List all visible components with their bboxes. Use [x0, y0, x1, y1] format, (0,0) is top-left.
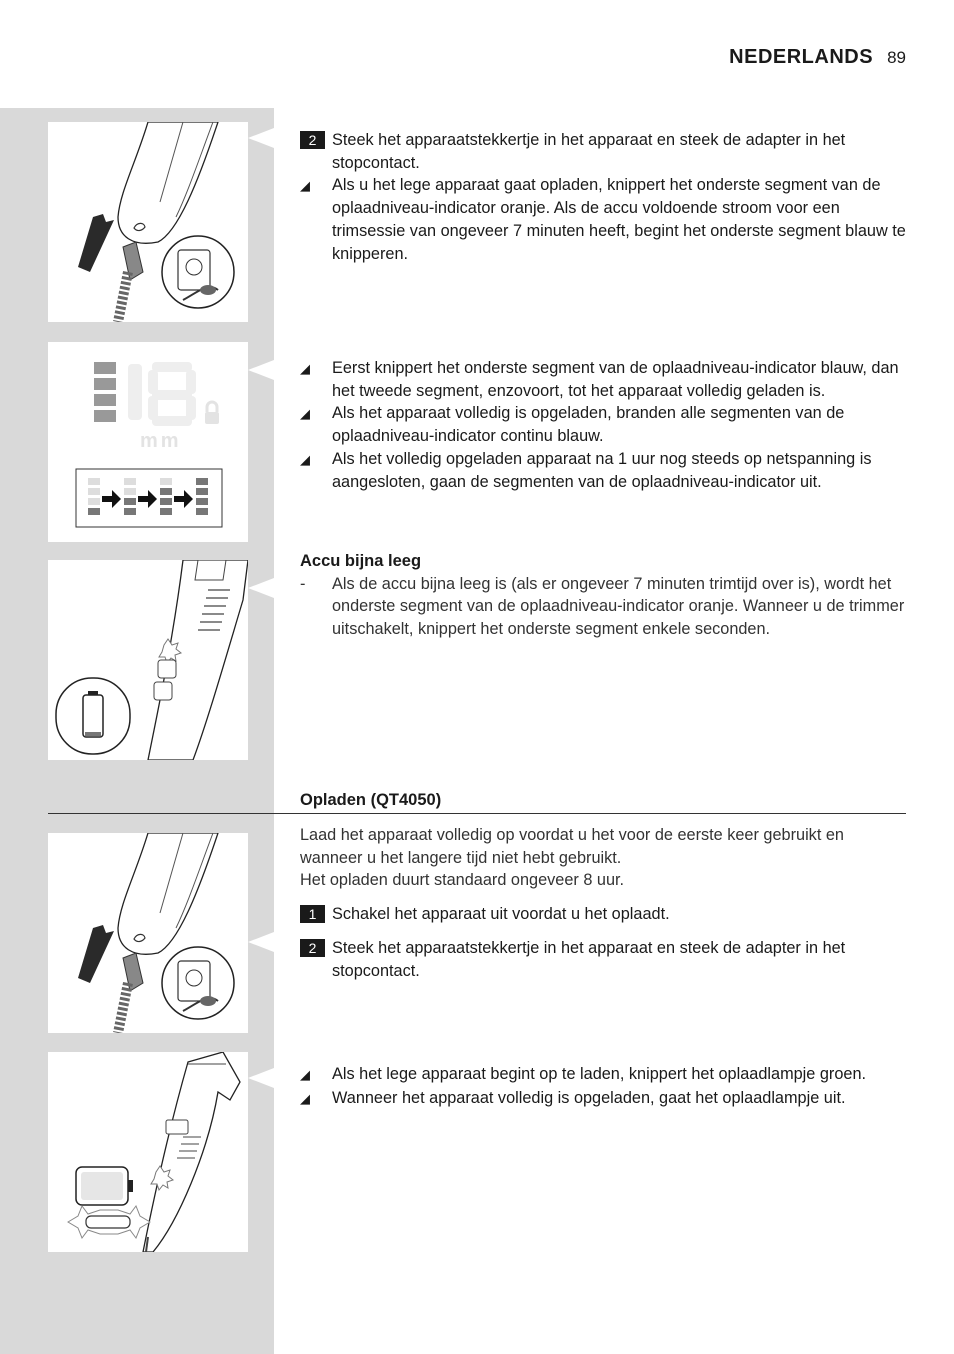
illustration-charge-display — [48, 342, 248, 542]
step-item — [300, 937, 906, 982]
illustration-pointer — [248, 578, 274, 598]
section-charging-steps — [300, 129, 906, 265]
list-item — [300, 402, 906, 447]
illustration-pointer — [248, 932, 274, 952]
list-item — [300, 573, 906, 641]
dash-icon: - — [300, 574, 306, 593]
list-item-text: Eerst knippert het onderste segment van de oplaadniveau-indicator blauw, dan het tweede segment, enzovoort, tot het apparaat volledig geladen is. — [332, 359, 899, 400]
step-number: 2 — [300, 939, 325, 957]
bullet-icon: ◢ — [300, 361, 310, 376]
illustration-charging-light — [48, 1052, 248, 1252]
section-charging-light — [300, 1063, 906, 1110]
charging-time-paragraph: Het opladen duurt standaard ongeveer 8 uur. — [300, 871, 625, 890]
illustration-plug-in — [48, 122, 248, 322]
list-item — [300, 357, 906, 402]
list-item-text: Als u het lege apparaat gaat opladen, knippert het onderste segment van de oplaadniveau-indicator oranje. Als de accu voldoende stroom voor een trimsessie van ongeveer 7 minuten heeft, begint het onderste segment blauw te knipperen. — [332, 176, 906, 263]
section-qt4050-heading — [300, 789, 906, 812]
bullet-icon: ◢ — [300, 178, 310, 194]
trimmer-plug-in-icon — [48, 122, 248, 322]
list-item-text: Als het apparaat volledig is opgeladen, branden alle segmenten van de oplaadniveau-indicator continu blauw. — [332, 404, 845, 446]
list-item-text: Als het volledig opgeladen apparaat na 1 uur nog steeds op netspanning is aangesloten, gaan de segmenten van de oplaadniveau-indicator uit. — [332, 449, 872, 491]
section-heading: Accu bijna leeg — [300, 552, 422, 570]
section-battery-low — [300, 550, 906, 641]
illustration-plug-in-qt4050 — [48, 833, 248, 1033]
illustration-pointer — [248, 360, 274, 380]
section-heading: Opladen (QT4050) — [300, 791, 442, 809]
illustration-pointer — [248, 128, 274, 148]
step-number: 2 — [300, 131, 325, 149]
list-item-text: Als de accu bijna leeg is (als er ongeveer 7 minuten trimtijd over is), wordt het onderste segment van de oplaadniveau-indicator oranje. Wanneer u de trimmer uitschakelt, knippert het onderste segment enkele seconden. — [332, 574, 905, 639]
list-item — [300, 1087, 906, 1111]
step-text: Steek het apparaatstekkertje in het apparaat en steek de adapter in het stopcontact. — [332, 131, 846, 172]
battery-low-icon — [48, 560, 248, 760]
bullet-icon: ◢ — [300, 406, 310, 422]
intro-paragraph: Laad het apparaat volledig op voordat u het voor de eerste keer gebruikt en wanneer u het langere tijd niet hebt gebruikt. — [300, 826, 844, 867]
bullet-icon: ◢ — [300, 1067, 310, 1082]
list-item — [300, 1063, 906, 1087]
page-number: 89 — [887, 48, 906, 67]
section-charge-progress — [300, 357, 906, 493]
bullet-icon: ◢ — [300, 451, 310, 467]
bullet-icon: ◢ — [300, 1090, 310, 1106]
step-text: Steek het apparaatstekkertje in het apparaat en steek de adapter in het stopcontact. — [332, 938, 846, 980]
language-label: NEDERLANDS — [729, 46, 874, 68]
list-item — [300, 174, 906, 265]
charging-light-icon — [48, 1052, 248, 1252]
page-header — [729, 46, 906, 69]
list-item-text: Als het lege apparaat begint op te laden, knippert het oplaadlampje groen. — [332, 1065, 867, 1083]
section-divider — [48, 813, 906, 814]
step-item — [300, 129, 906, 174]
display-unit: mm — [140, 430, 182, 452]
illustration-battery-low — [48, 560, 248, 760]
list-item-text: Wanneer het apparaat volledig is opgeladen, gaat het oplaadlampje uit. — [332, 1088, 846, 1107]
step-text: Schakel het apparaat uit voordat u het oplaadt. — [332, 905, 670, 924]
step-number: 1 — [300, 905, 325, 923]
trimmer-plug-in-icon — [48, 833, 248, 1033]
step-item — [300, 903, 906, 926]
section-qt4050 — [300, 824, 906, 993]
illustration-pointer — [248, 1068, 274, 1088]
list-item — [300, 448, 906, 493]
